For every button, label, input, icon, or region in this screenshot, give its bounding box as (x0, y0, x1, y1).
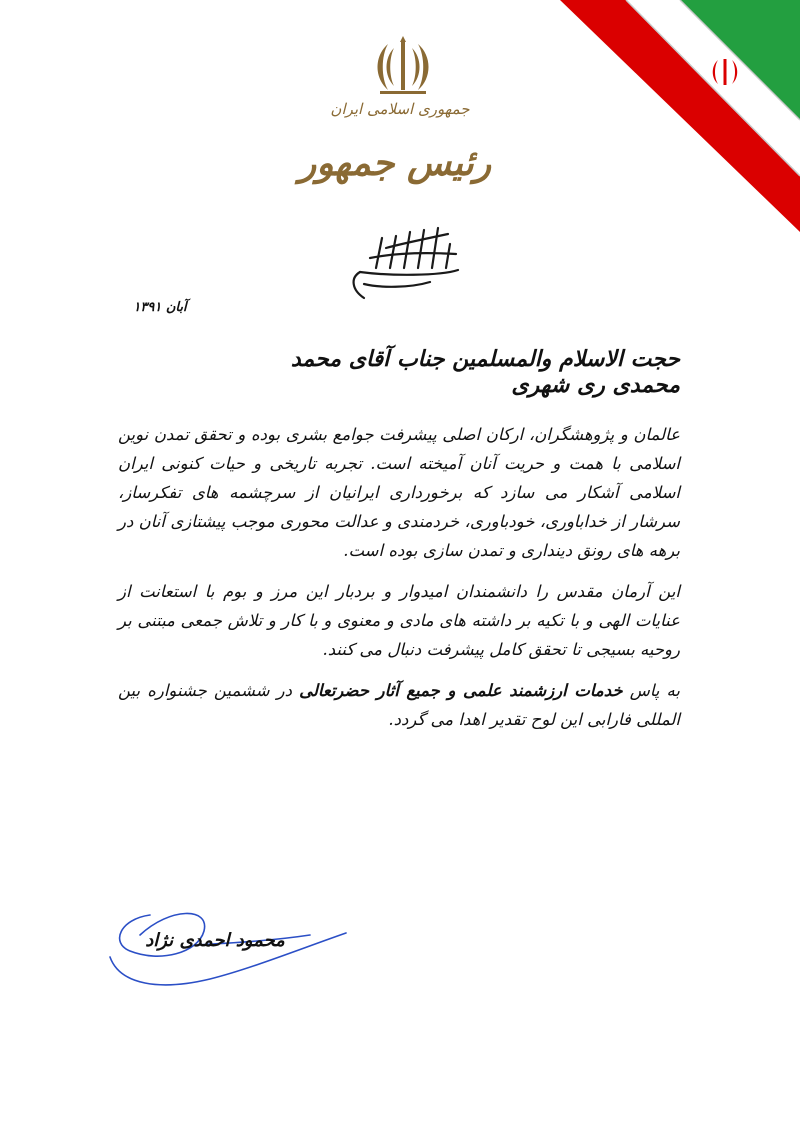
signature-name: محمود احمدی نژاد (145, 930, 285, 951)
letter-body (118, 420, 680, 746)
country-name: جمهوری اسلامی ایران (330, 100, 470, 118)
office-title: رئیس جمهور (298, 142, 492, 184)
iran-emblem-icon (368, 36, 438, 98)
paragraph-3-lead: به پاس (629, 681, 680, 700)
iran-flag-ribbon (560, 0, 800, 240)
letter-date: آبان ۱۳۹۱ (133, 300, 187, 315)
paragraph-3 (118, 676, 680, 734)
paragraph-1: عالمان و پژوهشگران، ارکان اصلی پیشرفت جوامع بشری بوده و تحقق تمدن نوین اسلامی با همت و حریت آنان آمیخته است. تجربه تاریخی و حیات کنونی ایران اسلامی آشکار می سازد که برخورداری ایرانیان از سرچشمه های تفکرساز، سرشار از خداباوری، خودباوری، خردمندی و عدالت محوری موجب پیشتازی آنان در برهه های رونق دینداری و تمدن سازی بوده است. (118, 425, 680, 560)
paragraph-3-highlight: خدمات ارزشمند علمی و جمیع آثار حضرتعالی (299, 681, 623, 700)
paragraph-3-tail: در ششمین جشنواره بین المللی فارابی این لوح تقدیر اهدا می گردد. (118, 681, 680, 729)
paragraph-2: این آرمان مقدس را دانشمندان امیدوار و بردبار این مرز و بوم با استعانت از عنایات الهی و با تکیه بر داشته های مادی و معنوی و با کار و تلاش جمعی مبتنی بر روحیه بسیجی تا تحقق کامل پیشرفت دنبال می کنند. (118, 582, 680, 659)
letter-addressee: حجت الاسلام والمسلمین جناب آقای محمد محمدی ری شهری (290, 346, 680, 398)
